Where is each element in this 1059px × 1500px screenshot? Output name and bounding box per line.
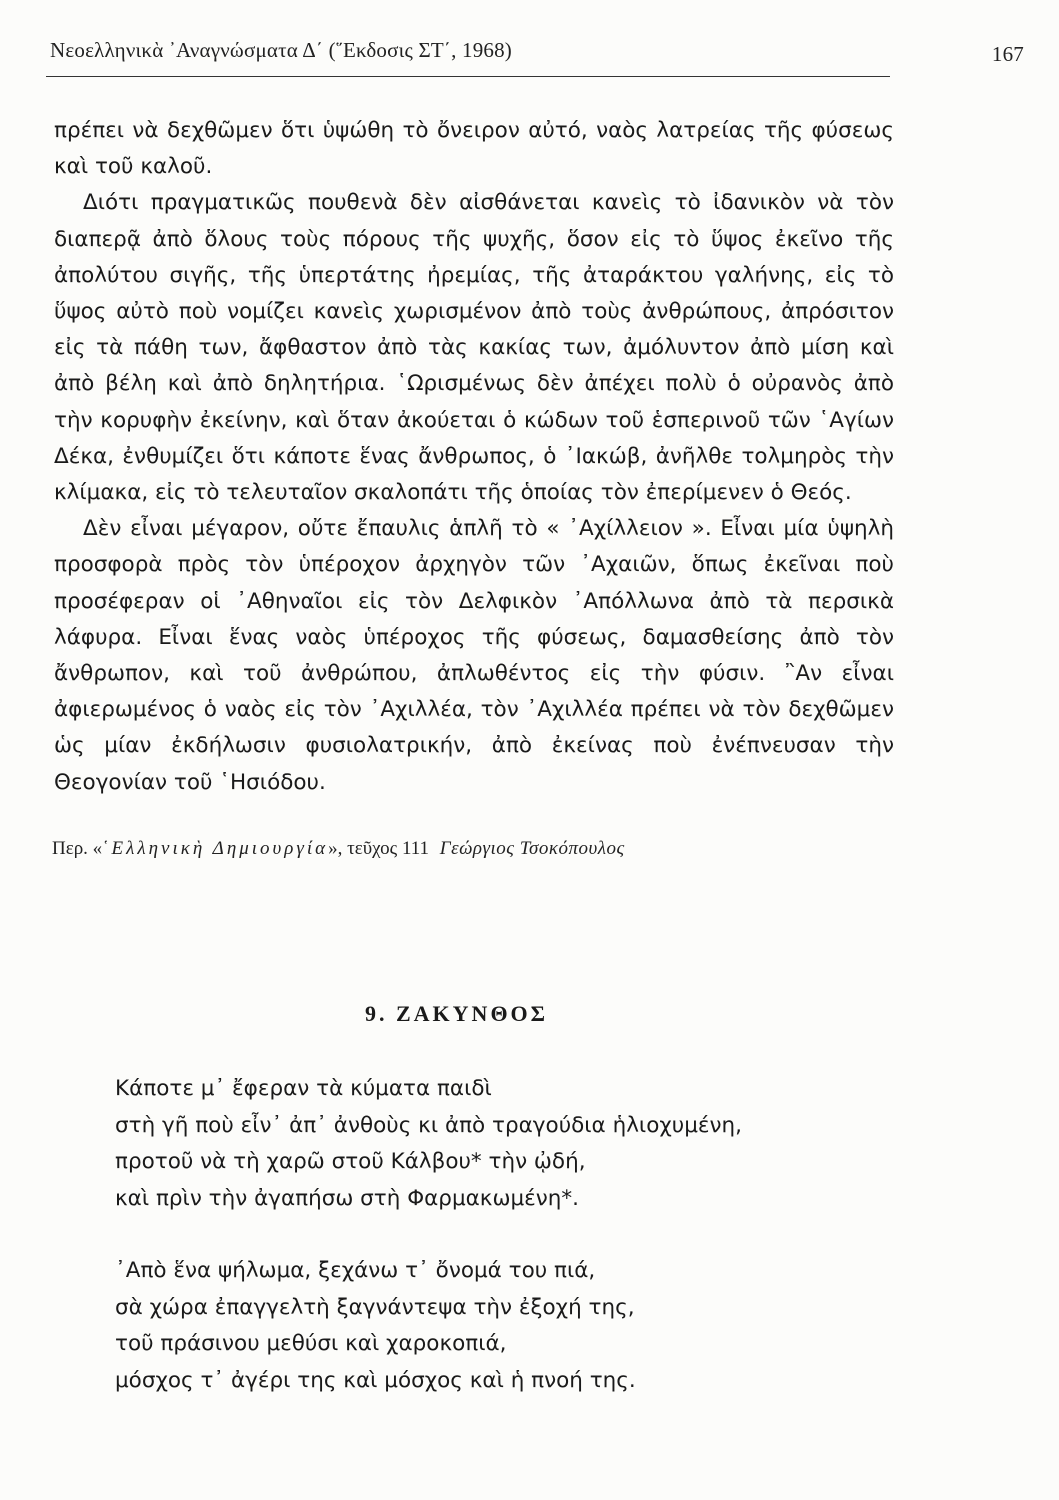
- source-citation: [52, 838, 902, 860]
- source-prefix: Περ. «: [52, 838, 103, 859]
- poem-line: Κάποτε μ᾿ ἔφεραν τὰ κύματα παιδὶ: [115, 1076, 492, 1101]
- paragraph: Διότι πραγματικῶς πουθενὰ δὲν αἰσθάνεται κανεὶς τὸ ἰδανικὸν νὰ τὸν διαπερᾷ ἀπὸ ὅλους τοὺς πόρους τῆς ψυχῆς, ὅσον εἰς τὸ ὕψος ἐκεῖνο τῆς ἀπολύτου σιγῆς, τῆς ὑπερτάτης ἠρεμίας, τῆς ἀταράκτου γαλήνης, εἰς τὸ ὕψος αὐτὸ ποὺ νομίζει κανεὶς χωρισμένον ἀπὸ τοὺς ἀνθρώπους, ἀπρόσιτον εἰς τὰ πάθη των, ἄφθαστον ἀπὸ τὰς κακίας των, ἀμόλυντον ἀπὸ μίση καὶ ἀπὸ βέλη καὶ ἀπὸ δηλητήρια. ῾Ωρισμένως δὲν ἀπέχει πολὺ ὁ οὐρανὸς ἀπὸ τὴν κορυφὴν ἐκείνην, καὶ ὅταν ἀκούεται ὁ κώδων τοῦ ἑσπερινοῦ τῶν ῾Αγίων Δέκα, ἐνθυμίζει ὅτι κάποτε ἕνας ἄνθρωπος, ὁ ᾿Ιακώβ, ἀνῆλθε τολμηρὸς τὴν κλίμακα, εἰς τὸ τελευταῖον σκαλοπάτι τῆς ὁποίας τὸν ἐπερίμενεν ὁ Θεός.: [54, 190, 894, 506]
- section-heading: 9. ΖΑΚΥΝΘΟΣ: [365, 1001, 549, 1026]
- source-periodical: ῾Ελληνικὴ Δημιουργία: [102, 838, 329, 859]
- paragraph: Δὲν εἶναι μέγαρον, οὔτε ἔπαυλις ἁπλῆ τὸ « ᾿Αχίλλειον ». Εἶναι μία ὑψηλὴ προσφορὰ πρὸς τὸν ὑπέροχον ἀρχηγὸν τῶν ᾿Αχαιῶν, ὅπως ἐκεῖναι ποὺ προσέφεραν οἱ ᾿Αθηναῖοι εἰς τὸν Δελφικὸν ᾿Απόλλωνα ἀπὸ τὰ περσικὰ λάφυρα. Εἶναι ἕνας ναὸς ὑπέροχος τῆς φύσεως, δαμασθείσης ἀπὸ τὸν ἄνθρωπον, καὶ τοῦ ἀνθρώπου, ἀπλωθέντος εἰς τὴν φύσιν. ῍Αν εἶναι ἀφιερωμένος ὁ ναὸς εἰς τὸν ᾿Αχιλλέα, τὸν ᾿Αχιλλέα πρέπει νὰ τὸν δεχθῶμεν ὡς μίαν ἐκδήλωσιν φυσιολατρικήν, ἀπὸ ἐκείνας ποὺ ἐνέπνευσαν τὴν Θεογονίαν τοῦ ῾Ησιόδου.: [54, 516, 894, 795]
- poem-stanza: [115, 1071, 915, 1217]
- poem-stanza: [115, 1253, 915, 1399]
- source-issue: », τεῦχος 111: [328, 838, 430, 859]
- poem-line: προτοῦ νὰ τὴ χαρῶ στοῦ Κάλβου* τὴν ᾠδή,: [115, 1149, 586, 1174]
- prose-body: [54, 113, 894, 801]
- poem-line: καὶ πρὶν τὴν ἀγαπήσω στὴ Φαρμακωμένη*.: [115, 1185, 580, 1211]
- running-header: [46, 34, 1028, 70]
- poem: [115, 1071, 915, 1435]
- poem-line: στὴ γῆ ποὺ εἶν᾿ ἀπ᾿ ἀνθοὺς κι ἀπὸ τραγούδια ἡλιοχυμένη,: [115, 1112, 742, 1138]
- header-rule: [46, 76, 890, 77]
- poem-line: σὰ χώρα ἐπαγγελτὴ ξαγνάντεψα τὴν ἐξοχή της,: [115, 1294, 635, 1320]
- source-author: Γεώργιος Τσοκόπουλος: [439, 838, 625, 859]
- poem-line: ᾿Απὸ ἕνα ψήλωμα, ξεχάνω τ᾿ ὄνομά του πιά,: [115, 1258, 596, 1283]
- poem-line: τοῦ πράσινου μεθύσι καὶ χαροκοπιά,: [115, 1331, 507, 1356]
- paragraph-continued: πρέπει νὰ δεχθῶμεν ὅτι ὑψώθη τὸ ὄνειρον αὐτό, ναὸς λατρείας τῆς φύσεως καὶ τοῦ καλοῦ.: [54, 118, 894, 180]
- running-header-title: Νεοελληνικὰ ᾿Αναγνώσματα Δ΄ (῞Εκδοσις ΣΤ΄, 1968): [50, 38, 513, 62]
- poem-line: μόσχος τ᾿ ἀγέρι της καὶ μόσχος καὶ ἡ πνοή της.: [115, 1367, 636, 1393]
- page-number: 167: [991, 42, 1024, 66]
